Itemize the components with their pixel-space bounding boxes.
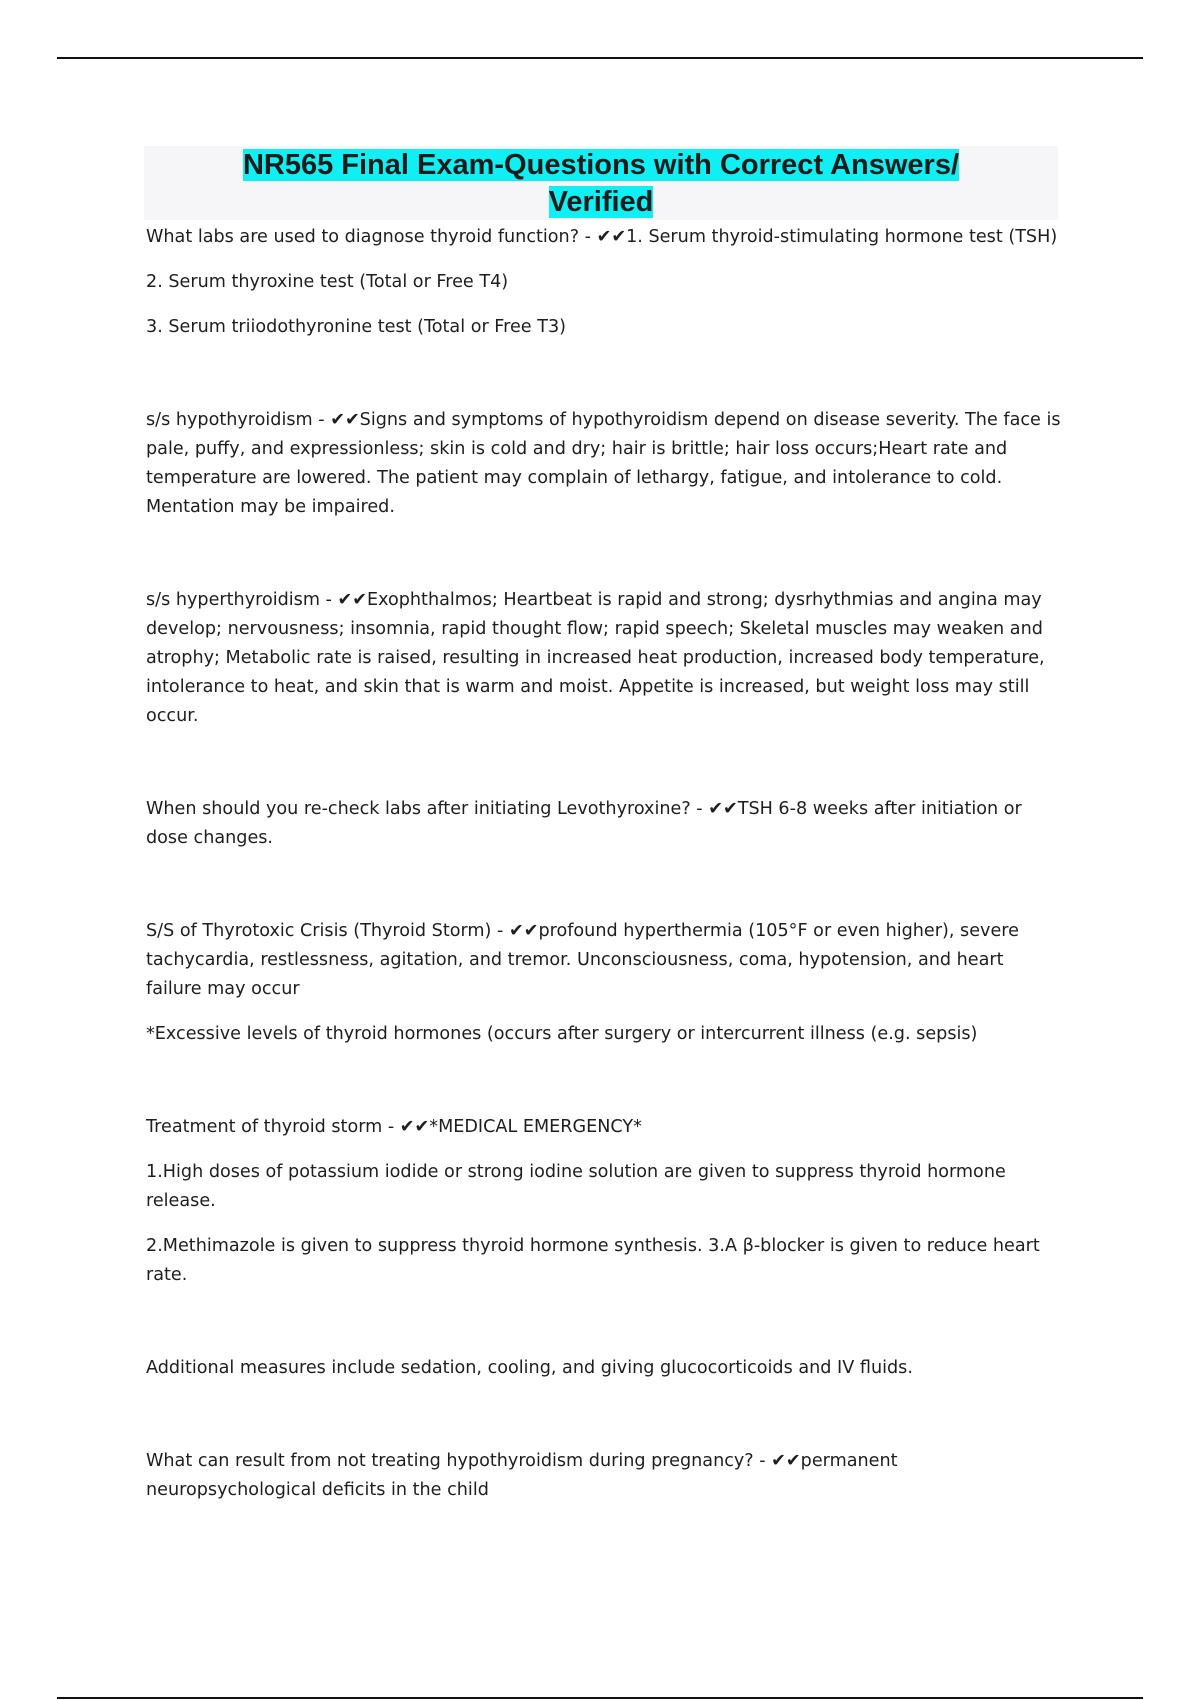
- paragraph: 3. Serum triiodothyronine test (Total or Free T3): [146, 317, 567, 337]
- top-rule: [57, 57, 1143, 59]
- paragraph: 2.Methimazole is given to suppress thyroid hormone synthesis. 3.A β-blocker is given to reduce heart rate.: [146, 1236, 1040, 1285]
- document-body: [146, 223, 1061, 1505]
- paragraph: Treatment of thyroid storm - ✔✔*MEDICAL EMERGENCY*: [146, 1117, 642, 1137]
- paragraph: *Excessive levels of thyroid hormones (occurs after surgery or intercurrent illness (e.g. sepsis): [146, 1024, 978, 1044]
- paragraph: 1.High doses of potassium iodide or strong iodine solution are given to suppress thyroid hormone release.: [146, 1162, 1006, 1211]
- title-line-2: Verified: [548, 186, 654, 218]
- title-line-1: NR565 Final Exam-Questions with Correct Answers/: [242, 149, 960, 181]
- paragraph: When should you re-check labs after initiating Levothyroxine? - ✔✔TSH 6-8 weeks after initiation or dose changes.: [146, 799, 1022, 848]
- paragraph: What labs are used to diagnose thyroid function? - ✔✔1. Serum thyroid-stimulating hormone test (TSH): [146, 227, 1058, 247]
- paragraph: S/S of Thyrotoxic Crisis (Thyroid Storm) - ✔✔profound hyperthermia (105°F or even higher), severe tachycardia, restlessness, agitation, and tremor. Unconsciousness, coma, hypotension, and heart failure may occur: [146, 921, 1019, 999]
- paragraph: s/s hypothyroidism - ✔✔Signs and symptoms of hypothyroidism depend on disease severity. The face is pale, puffy, and expressionless; skin is cold and dry; hair is brittle; hair loss occurs;Heart rate and temperature are lowered. The patient may complain of lethargy, fatigue, and intolerance to cold. Mentation may be impaired.: [146, 410, 1061, 517]
- bottom-rule: [57, 1697, 1143, 1699]
- paragraph: Additional measures include sedation, cooling, and giving glucocorticoids and IV fluids.: [146, 1358, 913, 1378]
- document-title: [144, 146, 1058, 221]
- title-band: [144, 146, 1058, 220]
- paragraph: 2. Serum thyroxine test (Total or Free T4): [146, 272, 509, 292]
- paragraph: What can result from not treating hypothyroidism during pregnancy? - ✔✔permanent neuropsychological deficits in the child: [146, 1451, 898, 1500]
- paragraph: s/s hyperthyroidism - ✔✔Exophthalmos; Heartbeat is rapid and strong; dysrhythmias and angina may develop; nervousness; insomnia, rapid thought flow; rapid speech; Skeletal muscles may weaken and atrophy; Metabolic rate is raised, resulting in increased heat production, increased body temperature, intolerance to heat, and skin that is warm and moist. Appetite is increased, but weight loss may still occur.: [146, 590, 1045, 726]
